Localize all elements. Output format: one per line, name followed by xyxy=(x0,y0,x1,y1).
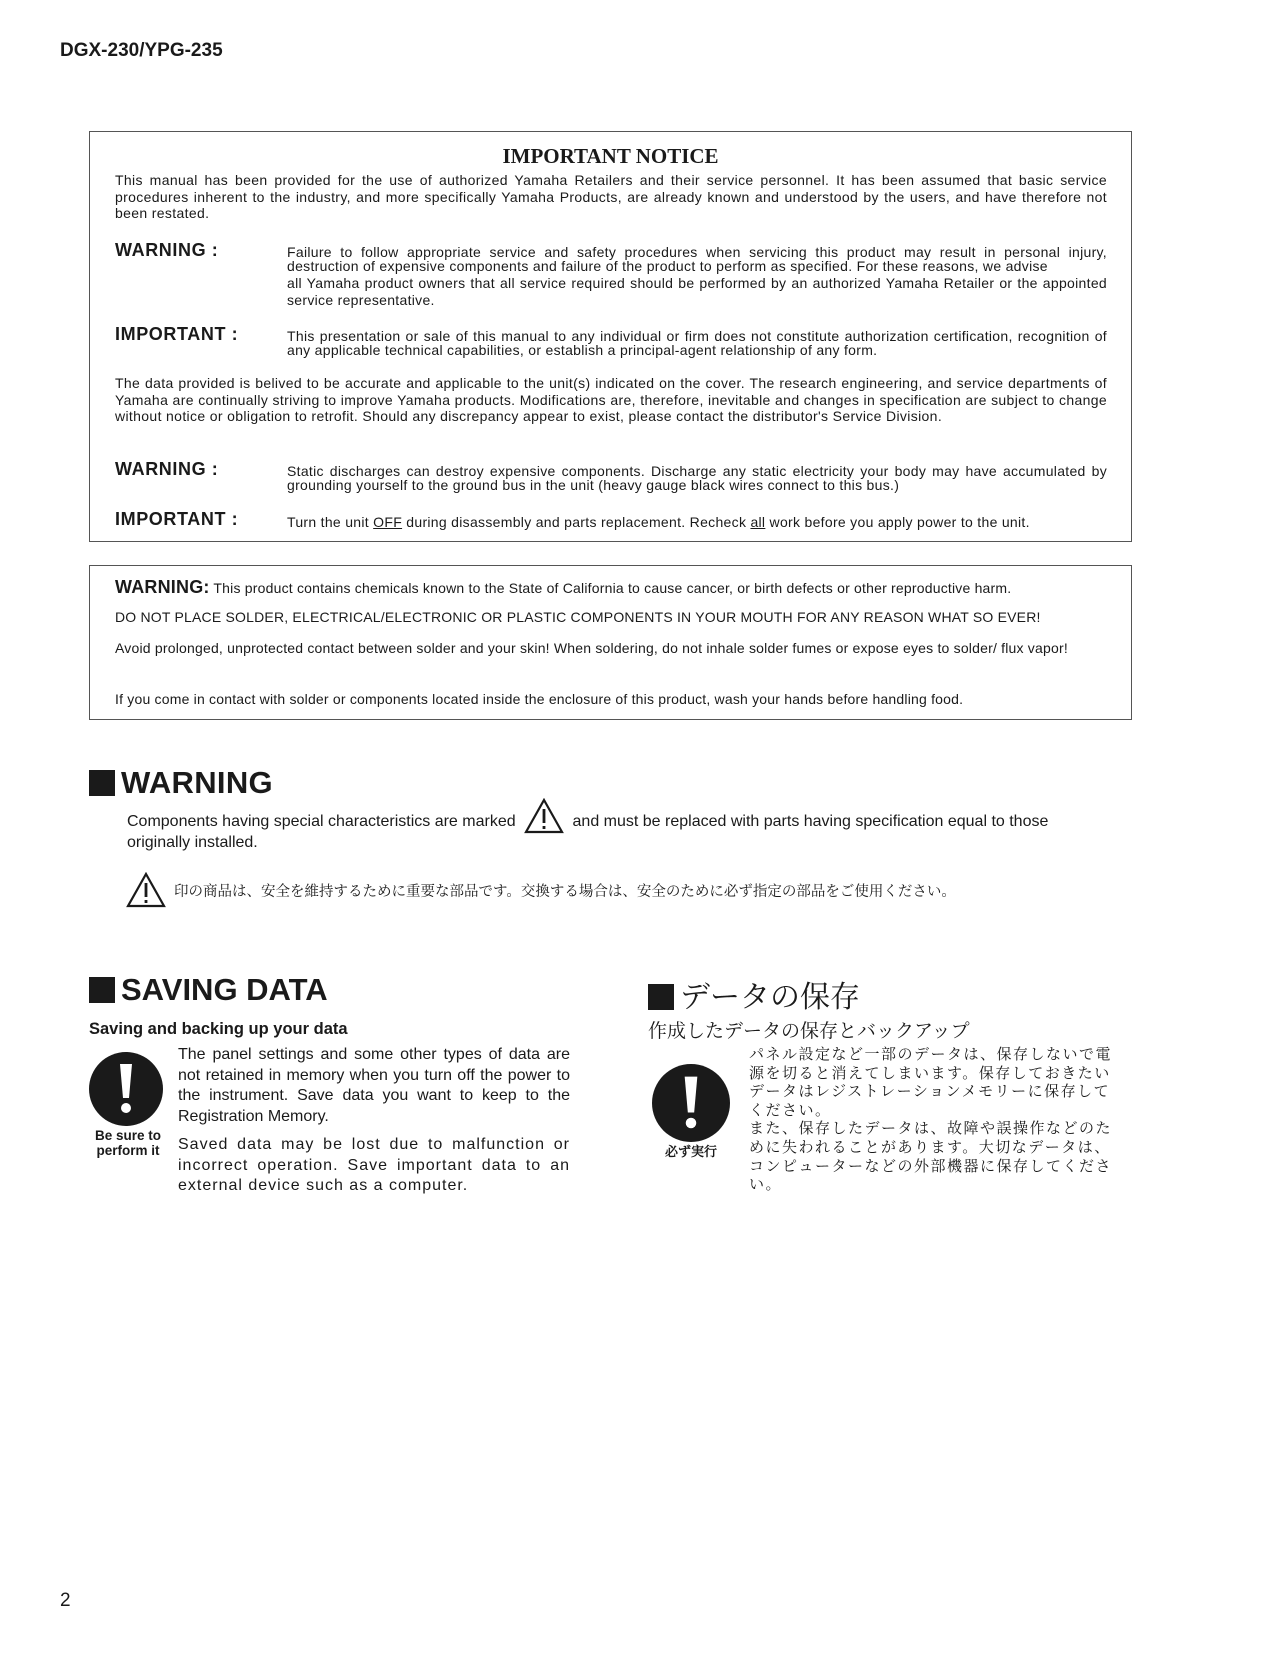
important2-text-b: during disassembly and parts replacement. Recheck xyxy=(402,514,751,530)
model-header: DGX-230/YPG-235 xyxy=(60,40,223,61)
important-notice-box xyxy=(89,131,1132,542)
warning-body xyxy=(127,798,1107,851)
california-notice-box xyxy=(89,565,1132,720)
saving-data-para2: Saved data may be lost due to malfunction or incorrect operation. Save important data to an external device such as a computer. xyxy=(178,1136,570,1194)
warning2-label: WARNING : xyxy=(115,459,219,479)
heading-square-icon xyxy=(89,977,115,1003)
important2-off: OFF xyxy=(373,514,403,530)
california-line3: Avoid prolonged, unprotected contact between solder and your skin! When soldering, do not inhale solder fumes or expose eyes to solder/ flux vapor! xyxy=(115,640,1068,656)
important2-all: all xyxy=(750,514,766,530)
important2-text xyxy=(287,514,1107,531)
saving-data-para1: The panel settings and some other types of data are not retained in memory when you turn off the power to the instrument. Save data you want to keep to the Registration Memory. xyxy=(178,1046,570,1125)
notice-intro: This manual has been provided for the use of authorized Yamaha Retailers and their service personnel. It has been assumed that basic service procedures inherent to the industry, and more specifically Yamaha Products, are already known and understood by the users, and have therefore not been restated. xyxy=(115,172,1107,221)
important1-label: IMPORTANT : xyxy=(115,324,239,344)
warning-heading-text: WARNING xyxy=(121,765,273,800)
important2-label: IMPORTANT : xyxy=(115,509,239,529)
caution-triangle-icon xyxy=(524,798,564,834)
exclamation-circle-icon xyxy=(652,1064,730,1142)
california-warning-label: WARNING: xyxy=(115,577,210,597)
warning1-text-b: all Yamaha product owners that all service required should be performed by an authorized Yamaha Retailer or the appointed service representative. xyxy=(287,275,1107,308)
saving-data-heading-text: SAVING DATA xyxy=(121,972,328,1007)
warning-japanese xyxy=(126,872,956,908)
california-warning-text: This product contains chemicals known to the State of California to cause cancer, or birth defects or other reproductive harm. xyxy=(209,580,1012,596)
california-line2: DO NOT PLACE SOLDER, ELECTRICAL/ELECTRONIC OR PLASTIC COMPONENTS IN YOUR MOUTH FOR ANY REASON WHAT SO EVER! xyxy=(115,609,1041,625)
notice-title: IMPORTANT NOTICE xyxy=(502,144,719,168)
warning-heading xyxy=(89,765,273,801)
important2-text-c: work before you apply power to the unit. xyxy=(765,514,1030,530)
saving-data-heading xyxy=(89,972,328,1008)
important1-text: This presentation or sale of this manual to any individual or firm does not constitute authorization certification, recognition of any applicable technical capabilities, or establish a principal-agent relationship of any form. xyxy=(287,328,1107,358)
be-sure-caption: Be sure to perform it xyxy=(94,1128,162,1158)
important2-text-a: Turn the unit xyxy=(287,514,374,530)
warning1-label: WARNING : xyxy=(115,240,219,260)
data-paragraph: The data provided is belived to be accurate and applicable to the unit(s) indicated on the cover. The research engineering, and service departments of Yamaha are continually striving to improve Yamaha products. Modifications are, therefore, inevitable and changes in specification are subject to change without notice or obligation to retrofit. Should any discrepancy appear to exist, please contact the distributor's Service Division. xyxy=(115,375,1107,424)
warning2-text: Static discharges can destroy expensive components. Discharge any static electricity your body may have accumulated by grounding yourself to the ground bus in the unit (heavy gauge black wires connect to this bus.) xyxy=(287,463,1107,493)
caution-triangle-icon xyxy=(126,872,166,908)
saving-data-jp-para1: パネル設定など一部のデータは、保存しないで電源を切ると消えてしまいます。保存しておきたいデータはレジストレーションメモリーに保存してください。 xyxy=(749,1045,1113,1119)
warning-japanese-text: 印の商品は、安全を維持するために重要な部品です。交換する場合は、安全のために必ず指定の部品をご使用ください。 xyxy=(174,883,956,900)
warning-text-after: and must be replaced with parts having specification equal to those originally installed. xyxy=(127,813,1049,851)
saving-data-jp-text xyxy=(749,1045,1115,1194)
heading-square-icon xyxy=(648,984,674,1010)
be-sure-caption-jp: 必ず実行 xyxy=(664,1145,717,1160)
heading-square-icon xyxy=(89,770,115,796)
saving-data-jp-subheading: 作成したデータの保存とバックアップ xyxy=(648,1020,970,1042)
saving-data-subheading: Saving and backing up your data xyxy=(89,1020,348,1038)
california-line4: If you come in contact with solder or components located inside the enclosure of this product, wash your hands before handling food. xyxy=(115,691,964,707)
warning1-text-a: Failure to follow appropriate service and safety procedures when servicing this product may result in personal injury, destruction of expensive components and failure of the product to perform as specified. For these reasons, we advise xyxy=(287,244,1107,274)
saving-data-jp-heading xyxy=(648,972,860,1016)
warning1-text xyxy=(287,246,1107,273)
saving-data-jp-heading-text: データの保存 xyxy=(680,980,860,1015)
california-warning xyxy=(115,578,1107,598)
warning-text-before: Components having special characteristics are marked xyxy=(127,813,521,830)
page-number: 2 xyxy=(60,1590,71,1611)
exclamation-circle-icon xyxy=(89,1052,163,1126)
saving-data-jp-para2: また、保存したデータは、故障や誤操作などのために失われることがあります。大切なデータは、コンピューターなどの外部機器に保存してください。 xyxy=(749,1119,1113,1194)
